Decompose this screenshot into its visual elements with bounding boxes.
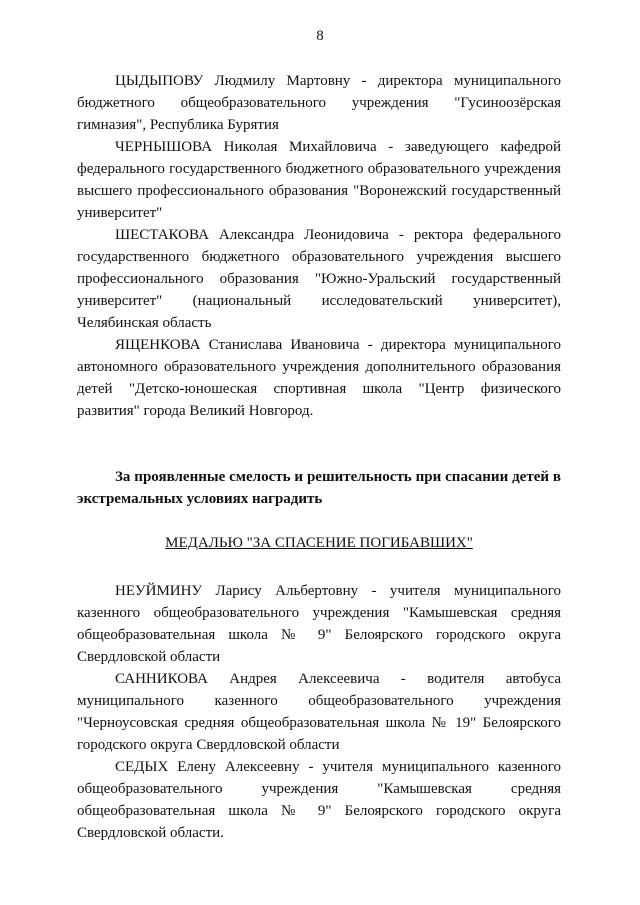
medal-title: МЕДАЛЬЮ "ЗА СПАСЕНИЕ ПОГИБАВШИХ" xyxy=(165,535,473,551)
document-body xyxy=(77,70,561,844)
awardee-paragraph: СЕДЫХ Елену Алексеевну - учителя муниципального казенного общеобразовательного учреждения "Камышевская средняя общеобразовательная школа № 9" Белоярского городского округа Свердловской области. xyxy=(77,759,561,841)
page-number: 8 xyxy=(316,28,324,44)
awardee-paragraph: НЕУЙМИНУ Ларису Альбертовну - учителя муниципального казенного общеобразовательного учреждения "Камышевская средняя общеобразовательная школа № 9" Белоярского городского округа Свердловской области xyxy=(77,583,561,665)
awardee-paragraph: ЦЫДЫПОВУ Людмилу Мартовну - директора муниципального бюджетного общеобразовательного учреждения "Гусиноозёрская гимназия", Республика Бурятия xyxy=(77,73,561,133)
awardee-paragraph: ЯЩЕНКОВА Станислава Ивановича - директора муниципального автономного образовательного учреждения дополнительного образования детей "Детско-юношеская спортивная школа "Центр физического развития" города Великий Новгород. xyxy=(77,337,561,419)
award-reason-heading: За проявленные смелость и решительность при спасании детей в экстремальных условиях наградить xyxy=(77,469,561,507)
awardee-paragraph: САННИКОВА Андрея Алексеевича - водителя автобуса муниципального казенного общеобразовательного учреждения "Черноусовская средняя общеобразовательная школа № 19" Белоярского городского округа Свердловской области xyxy=(77,671,561,753)
awardee-paragraph: ЧЕРНЫШОВА Николая Михайловича - заведующего кафедрой федерального государственного бюджетного образовательного учреждения высшего профессионального образования "Воронежский государственный университет" xyxy=(77,139,561,221)
awardee-paragraph: ШЕСТАКОВА Александра Леонидовича - ректора федерального государственного бюджетного образовательного учреждения высшего профессионального образования "Южно-Уральский государственный университет" (национальный исследовательский университет), Челябинская область xyxy=(77,227,561,331)
